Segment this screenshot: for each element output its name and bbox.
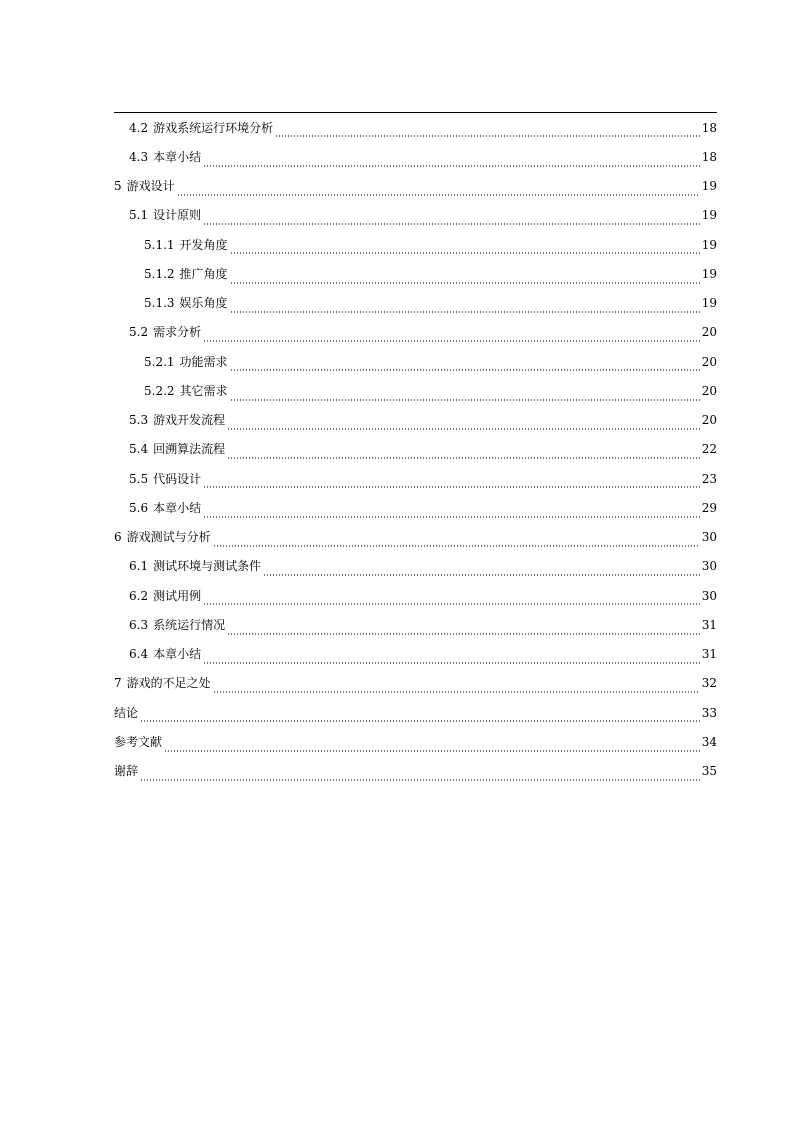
toc-entry-label	[129, 442, 225, 456]
toc-entry-number: 5.6	[129, 500, 149, 515]
toc-entry-page: 18	[701, 149, 717, 164]
toc-entry-page: 23	[701, 471, 717, 486]
toc-entry-title: 本章小结	[153, 500, 202, 515]
toc-entry-title: 系统运行情况	[153, 617, 226, 632]
toc-dot-leader	[227, 428, 700, 430]
toc-entry-title: 代码设计	[153, 471, 202, 486]
toc-entry-number: 5.2.2	[144, 383, 175, 398]
toc-entry-number: 6.2	[129, 588, 149, 603]
toc-entry-title: 开发角度	[179, 237, 228, 252]
toc-entry-page: 19	[701, 237, 717, 252]
toc-entry-page: 32	[701, 676, 717, 691]
toc-entry-number: 6.1	[129, 559, 149, 574]
toc-entry[interactable]	[114, 523, 717, 552]
toc-entry-title: 游戏系统运行环境分析	[153, 120, 274, 135]
toc-entry-page: 20	[701, 413, 717, 428]
toc-entry-page: 19	[701, 266, 717, 281]
toc-entry-label	[129, 647, 201, 661]
toc-entry-label	[129, 472, 201, 486]
toc-entry-number: 4.3	[129, 149, 149, 164]
toc-entry-number: 5.1.1	[144, 237, 175, 252]
toc-dot-leader	[230, 252, 700, 254]
toc-entry[interactable]	[114, 669, 717, 698]
toc-entry-page: 30	[701, 530, 717, 545]
toc-entry-title: 测试用例	[153, 588, 202, 603]
toc-entry-title: 娱乐角度	[179, 296, 228, 311]
toc-dot-leader	[203, 662, 700, 664]
toc-entry-label	[144, 238, 228, 252]
toc-entry-label	[129, 325, 201, 339]
toc-entry-label	[144, 267, 228, 281]
toc-entry-label	[114, 179, 175, 193]
toc-entry-title: 设计原则	[153, 208, 202, 223]
toc-entry-number: 6.4	[129, 647, 149, 662]
toc-entry-label	[129, 559, 261, 573]
toc-entry[interactable]	[114, 113, 717, 142]
toc-entry-number: 5.1.2	[144, 266, 175, 281]
toc-dot-leader	[140, 779, 700, 781]
toc-entry-label	[114, 706, 138, 720]
toc-entry-title: 游戏开发流程	[153, 413, 226, 428]
toc-entry-label	[129, 589, 201, 603]
toc-entry-page: 20	[701, 383, 717, 398]
toc-entry-number: 5.3	[129, 413, 149, 428]
toc-entry[interactable]	[114, 698, 717, 727]
toc-entry-number: 5.4	[129, 442, 149, 457]
table-of-contents	[114, 113, 717, 786]
toc-entry[interactable]	[114, 318, 717, 347]
toc-entry-label	[114, 676, 211, 690]
toc-dot-leader	[213, 691, 700, 693]
toc-entry[interactable]	[114, 757, 717, 786]
toc-entry-label	[144, 355, 228, 369]
toc-entry[interactable]	[114, 493, 717, 522]
toc-entry[interactable]	[114, 289, 717, 318]
toc-entry-label	[144, 296, 228, 310]
toc-dot-leader	[230, 311, 700, 313]
toc-entry-page: 30	[701, 559, 717, 574]
toc-entry-label	[129, 121, 273, 135]
toc-entry-label	[114, 530, 211, 544]
toc-entry-label	[114, 735, 162, 749]
toc-entry[interactable]	[114, 406, 717, 435]
toc-dot-leader	[164, 750, 700, 752]
toc-entry-title: 参考文献	[114, 734, 163, 749]
toc-entry-number: 6.3	[129, 617, 149, 632]
toc-entry-label	[114, 764, 138, 778]
toc-entry-page: 31	[701, 647, 717, 662]
toc-entry-title: 游戏的不足之处	[126, 676, 211, 691]
toc-entry-page: 35	[701, 764, 717, 779]
toc-entry-number: 5.5	[129, 471, 149, 486]
toc-entry-number: 6	[114, 530, 122, 545]
toc-entry[interactable]	[114, 347, 717, 376]
toc-entry-page: 22	[701, 442, 717, 457]
toc-dot-leader	[177, 194, 700, 196]
toc-dot-leader	[263, 574, 700, 576]
toc-dot-leader	[203, 340, 700, 342]
toc-entry-label	[144, 384, 228, 398]
toc-dot-leader	[213, 545, 700, 547]
toc-entry-number: 5.1.3	[144, 296, 175, 311]
toc-entry-page: 29	[701, 500, 717, 515]
toc-dot-leader	[203, 486, 700, 488]
toc-entry-title: 游戏设计	[126, 179, 175, 194]
toc-entry[interactable]	[114, 610, 717, 639]
toc-entry[interactable]	[114, 552, 717, 581]
toc-dot-leader	[227, 457, 700, 459]
toc-entry-title: 谢辞	[114, 764, 139, 779]
toc-dot-leader	[230, 399, 700, 401]
toc-entry-label	[129, 150, 201, 164]
toc-entry-page: 31	[701, 617, 717, 632]
toc-dot-leader	[140, 720, 700, 722]
toc-dot-leader	[230, 369, 700, 371]
toc-entry-number: 5	[114, 179, 122, 194]
toc-dot-leader	[203, 165, 700, 167]
toc-entry[interactable]	[114, 259, 717, 288]
toc-entry[interactable]	[114, 142, 717, 171]
toc-entry[interactable]	[114, 435, 717, 464]
toc-entry-title: 结论	[114, 705, 139, 720]
toc-entry-title: 游戏测试与分析	[126, 530, 211, 545]
toc-entry-title: 本章小结	[153, 149, 202, 164]
toc-entry-page: 20	[701, 354, 717, 369]
toc-entry[interactable]	[114, 640, 717, 669]
toc-dot-leader	[230, 282, 700, 284]
toc-dot-leader	[227, 633, 700, 635]
toc-entry-number: 7	[114, 676, 122, 691]
toc-entry-title: 测试环境与测试条件	[153, 559, 262, 574]
toc-entry[interactable]	[114, 230, 717, 259]
toc-entry-label	[129, 501, 201, 515]
toc-dot-leader	[203, 223, 700, 225]
toc-entry-label	[129, 208, 201, 222]
toc-entry-page: 33	[701, 705, 717, 720]
toc-entry[interactable]	[114, 172, 717, 201]
toc-entry[interactable]	[114, 201, 717, 230]
toc-dot-leader	[203, 603, 700, 605]
toc-entry[interactable]	[114, 464, 717, 493]
toc-entry-label	[129, 618, 225, 632]
toc-entry-title: 回溯算法流程	[153, 442, 226, 457]
toc-entry-title: 推广角度	[179, 266, 228, 281]
toc-entry-number: 5.2	[129, 325, 149, 340]
toc-entry[interactable]	[114, 727, 717, 756]
toc-entry-page: 18	[701, 120, 717, 135]
toc-entry[interactable]	[114, 376, 717, 405]
toc-entry-number: 4.2	[129, 120, 149, 135]
toc-entry-page: 20	[701, 325, 717, 340]
toc-entry-page: 30	[701, 588, 717, 603]
toc-entry-page: 34	[701, 734, 717, 749]
toc-entry-label	[129, 413, 225, 427]
toc-entry-page: 19	[701, 296, 717, 311]
toc-entry-page: 19	[701, 179, 717, 194]
toc-dot-leader	[275, 135, 700, 137]
toc-entry-number: 5.2.1	[144, 354, 175, 369]
toc-dot-leader	[203, 516, 700, 518]
toc-entry-page: 19	[701, 208, 717, 223]
toc-entry-number: 5.1	[129, 208, 149, 223]
toc-entry-title: 其它需求	[179, 383, 228, 398]
toc-entry-title: 本章小结	[153, 647, 202, 662]
toc-entry-title: 需求分析	[153, 325, 202, 340]
toc-entry[interactable]	[114, 581, 717, 610]
toc-entry-title: 功能需求	[179, 354, 228, 369]
